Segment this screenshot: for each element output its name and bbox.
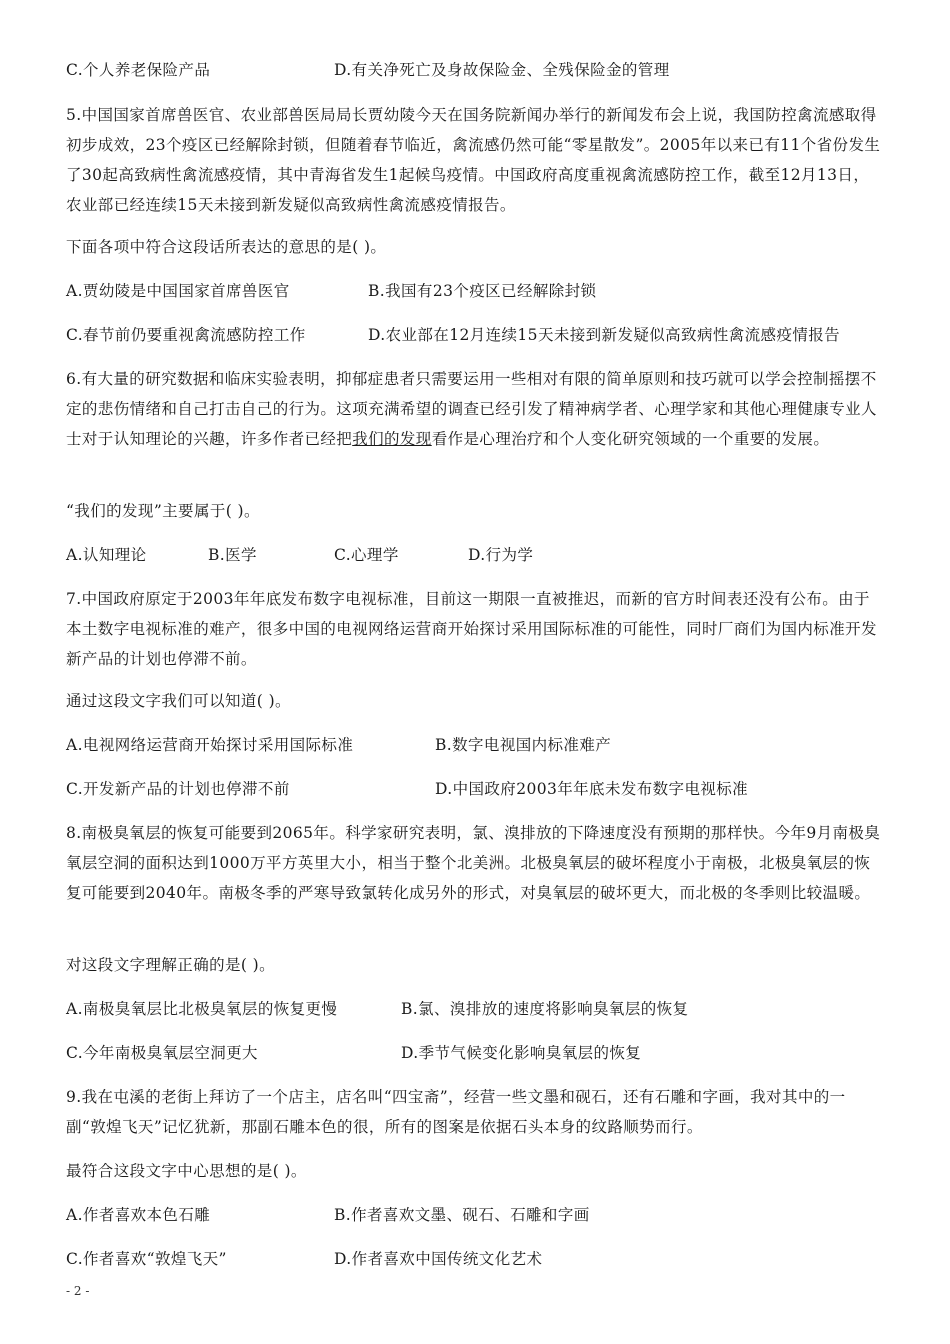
q6-option-d: D.行为学 <box>468 546 534 564</box>
q7-option-a: A.电视网络运营商开始探讨采用国际标准 <box>66 736 354 754</box>
q6-option-b: B.医学 <box>208 546 257 564</box>
q9-options-row-2 <box>66 1244 881 1274</box>
q9-options-row-1 <box>66 1200 881 1230</box>
q7-option-c: C.开发新产品的计划也停滞不前 <box>66 780 290 798</box>
q4-options-row <box>66 55 881 85</box>
q6-passage <box>66 364 881 454</box>
q8-options-row-1 <box>66 994 881 1024</box>
q9-option-c: C.作者喜欢“敦煌飞天” <box>66 1250 227 1268</box>
q7-option-d: D.中国政府2003年年底未发布数字电视标准 <box>435 780 749 798</box>
q6-option-a: A.认知理论 <box>66 546 147 564</box>
q5-options-row-1 <box>66 276 881 306</box>
q6-passage-before: 6.有大量的研究数据和临床实验表明，抑郁症患者只需要运用一些相对有限的简单原则和技巧就可以学会控制摇摆不定的悲伤情绪和自己打击自己的行为。这项充满希望的调查已经引发了精神病学者、心理学家和其他心理健康专业人士对于认知理论的兴趣，许多作者已经把 <box>66 370 877 448</box>
q5-question: 下面各项中符合这段话所表达的意思的是( )。 <box>66 238 387 256</box>
q5-option-d: D.农业部在12月连续15天未接到新发疑似高致病性禽流感疫情报告 <box>368 326 841 344</box>
q8-question: 对这段文字理解正确的是( )。 <box>66 956 276 974</box>
page-number: - 2 - <box>66 1284 90 1298</box>
q8-option-d: D.季节气候变化影响臭氧层的恢复 <box>401 1044 642 1062</box>
q7-question: 通过这段文字我们可以知道( )。 <box>66 692 291 710</box>
q5-options-row-2 <box>66 320 881 350</box>
q9-question: 最符合这段文字中心思想的是( )。 <box>66 1162 307 1180</box>
q6-question: “我们的发现”主要属于( )。 <box>66 502 260 520</box>
q6-passage-after: 看作是心理治疗和个人变化研究领域的一个重要的发展。 <box>431 430 830 448</box>
q7-passage: 7.中国政府原定于2003年年底发布数字电视标准，目前这一期限一直被推迟，而新的官方时间表还没有公布。由于本土数字电视标准的难产，很多中国的电视网络运营商开始探讨采用国际标准的可能性，同时厂商们为国内标准开发新产品的计划也停滞不前。 <box>66 590 877 668</box>
q9-passage: 9.我在屯溪的老街上拜访了一个店主，店名叫“四宝斋”，经营一些文墨和砚石，还有石雕和字画，我对其中的一副“敦煌飞天”记忆犹新，那副石雕本色的很，所有的图案是依据石头本身的纹路顺势而行。 <box>66 1088 846 1136</box>
q4-option-c: C.个人养老保险产品 <box>66 61 211 79</box>
q5-passage: 5.中国国家首席兽医官、农业部兽医局局长贾幼陵今天在国务院新闻办举行的新闻发布会上说，我国防控禽流感取得初步成效，23个疫区已经解除封锁，但随着春节临近，禽流感仍然可能“零星散发”。2005年以来已有11个省份发生了30起高致病性禽流感疫情，其中青海省发生1起候鸟疫情。中国政府高度重视禽流感防控工作，截至12月13日，农业部已经连续15天未接到新发疑似高致病性禽流感疫情报告。 <box>66 106 881 214</box>
q9-option-d: D.作者喜欢中国传统文化艺术 <box>334 1250 543 1268</box>
q9-option-b: B.作者喜欢文墨、砚石、石雕和字画 <box>334 1206 590 1224</box>
q6-options-row <box>66 540 881 570</box>
q4-option-d: D.有关净死亡及身故保险金、全残保险金的管理 <box>334 61 670 79</box>
q5-option-c: C.春节前仍要重视禽流感防控工作 <box>66 326 306 344</box>
q8-option-a: A.南极臭氧层比北极臭氧层的恢复更慢 <box>66 1000 338 1018</box>
q8-options-row-2 <box>66 1038 881 1068</box>
q5-option-a: A.贾幼陵是中国国家首席兽医官 <box>66 282 290 300</box>
q8-passage: 8.南极臭氧层的恢复可能要到2065年。科学家研究表明，氯、溴排放的下降速度没有预期的那样快。今年9月南极臭氧层空洞的面积达到1000万平方英里大小，相当于整个北美洲。北极臭氧层的破坏程度小于南极，北极臭氧层的恢复可能要到2040年。南极冬季的严寒导致氯转化成另外的形式，对臭氧层的破坏更大，而北极的冬季则比较温暖。 <box>66 824 881 902</box>
q8-option-c: C.今年南极臭氧层空洞更大 <box>66 1044 258 1062</box>
q5-option-b: B.我国有23个疫区已经解除封锁 <box>368 282 597 300</box>
q6-option-c: C.心理学 <box>334 546 399 564</box>
q7-options-row-1 <box>66 730 881 760</box>
q8-option-b: B.氯、溴排放的速度将影响臭氧层的恢复 <box>401 1000 689 1018</box>
q7-options-row-2 <box>66 774 881 804</box>
q6-underlined-phrase: 我们的发现 <box>352 430 432 448</box>
q7-option-b: B.数字电视国内标准难产 <box>435 736 612 754</box>
q9-option-a: A.作者喜欢本色石雕 <box>66 1206 211 1224</box>
